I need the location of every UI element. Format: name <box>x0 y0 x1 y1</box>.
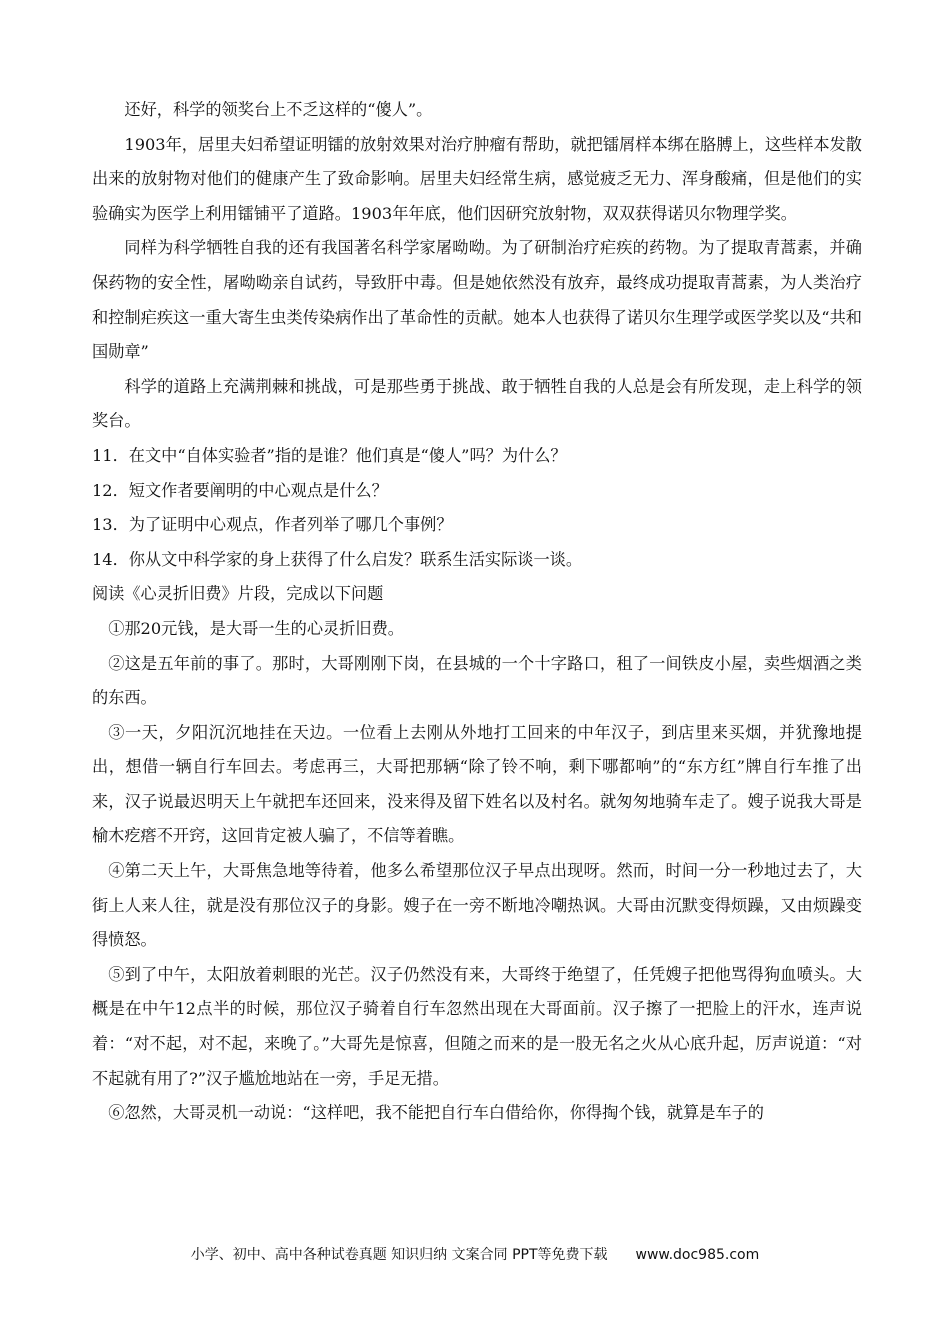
question-14: 14．你从文中科学家的身上获得了什么启发？联系生活实际谈一谈。 <box>92 549 583 569</box>
document-body <box>92 93 862 1131</box>
footer-url[interactable]: www.doc985.com <box>635 1247 760 1263</box>
page-footer <box>0 1244 950 1264</box>
paragraph-curie: 1903年，居里夫妇希望证明镭的放射效果对治疗肿瘤有帮助，就把镭屑样本绑在胳膊上，这些样本发散出来的放射物对他们的健康产生了致命影响。居里夫妇经常生病，感觉疲乏无力、浑身酸痛，但是他们的实验确实为医学上利用镭铺平了道路。1903年年底，他们因研究放射物，双双获得诺贝尔物理学奖。 <box>92 134 862 223</box>
footer-text: 小学、初中、高中各种试卷真题 知识归纳 文案合同 PPT等免费下载 <box>190 1247 608 1263</box>
story-paragraph-4: ④第二天上午，大哥焦急地等待着，他多么希望那位汉子早点出现呀。然而，时间一分一秒地过去了，大街上人来人往，就是没有那位汉子的身影。嫂子在一旁不断地冷嘲热讽。大哥由沉默变得烦躁，又由烦躁变得愤怒。 <box>92 861 862 950</box>
story-paragraph-6: ⑥忽然，大哥灵机一动说：“这样吧，我不能把自行车白借给你，你得掏个钱，就算是车子的 <box>108 1103 764 1123</box>
story-paragraph-2: ②这是五年前的事了。那时，大哥刚刚下岗，在县城的一个十字路口，租了一间铁皮小屋，卖些烟酒之类的东西。 <box>92 653 862 708</box>
reading-heading: 阅读《心灵折旧费》片段，完成以下问题 <box>92 584 384 604</box>
paragraph-intro: 还好，科学的领奖台上不乏这样的“傻人”。 <box>124 100 433 119</box>
story-paragraph-5: ⑤到了中午，太阳放着刺眼的光芒。汉子仍然没有来，大哥终于绝望了，任凭嫂子把他骂得狗血喷头。大概是在中午12点半的时候，那位汉子骑着自行车忽然出现在大哥面前。汉子擦了一把脸上的汗水，连声说着：“对不起，对不起，来晚了。”大哥先是惊喜，但随之而来的是一股无名之火从心底升起，厉声说道：“对不起就有用了?”汉子尴尬地站在一旁，手足无措。 <box>92 964 862 1088</box>
question-13: 13．为了证明中心观点，作者列举了哪几个事例？ <box>92 515 453 535</box>
paragraph-conclusion: 科学的道路上充满荆棘和挑战，可是那些勇于挑战、敢于牺牲自我的人总是会有所发现，走上科学的领奖台。 <box>92 376 862 431</box>
story-paragraph-3: ③一天，夕阳沉沉地挂在天边。一位看上去刚从外地打工回来的中年汉子，到店里来买烟，并犹豫地提出，想借一辆自行车回去。考虑再三，大哥把那辆“除了铃不响，剩下哪都响”的“东方红”牌自行车推了出来，汉子说最迟明天上午就把车还回来，没来得及留下姓名以及村名。就匆匆地骑车走了。嫂子说我大哥是榆木疙瘩不开窍，这回肯定被人骗了，不信等着瞧。 <box>92 722 862 846</box>
story-paragraph-1: ①那20元钱，是大哥一生的心灵折旧费。 <box>108 618 404 638</box>
question-12: 12．短文作者要阐明的中心观点是什么？ <box>92 480 388 500</box>
paragraph-tuyouyou: 同样为科学牺牲自我的还有我国著名科学家屠呦呦。为了研制治疗疟疾的药物。为了提取青蒿素，并确保药物的安全性，屠呦呦亲自试药，导致肝中毒。但是她依然没有放弃，最终成功提取青蒿素，为人类治疗和控制疟疾这一重大寄生虫类传染病作出了革命性的贡献。她本人也获得了诺贝尔生理学或医学奖以及“共和国勋章” <box>92 238 862 362</box>
question-11: 11．在文中“自体实验者”指的是谁？他们真是“傻人”吗？为什么？ <box>92 445 567 465</box>
